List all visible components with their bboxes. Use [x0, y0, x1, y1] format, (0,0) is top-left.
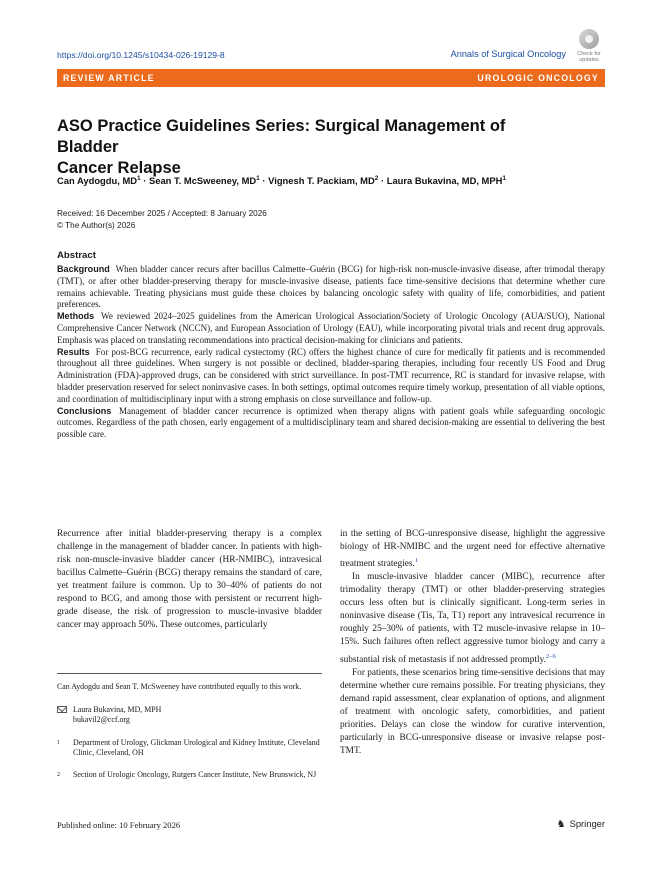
abstract-background	[57, 264, 605, 311]
body-column-left	[57, 528, 322, 632]
author-affiliation-sup: 1	[502, 175, 507, 182]
publisher-name: Springer	[569, 818, 605, 829]
check-updates-icon	[579, 29, 599, 49]
footnotes	[57, 682, 322, 781]
paragraph-text: In muscle-invasive bladder cancer (MIBC), recurrence after trimodality therapy (TMT) or other bladder-preserving strategies occurs less often but is clinically significant. Long-term series in noninvasive disease (Tis, Ta, T1) report any intravesical recurrence in roughly 25–30% of patients, with T2 muscle-invasive relapse in 10–15%. Such failures often reflect aggressive tumor biology and carry a substantial risk of metastasis if not addressed promptly.	[340, 572, 605, 665]
body-paragraph	[340, 571, 605, 666]
author-affiliation-sup: 1	[137, 175, 141, 182]
author-separator: ·	[259, 175, 269, 187]
abstract-section-text: We reviewed 2024–2025 guidelines from the American Urological Association/Society of Urologic Oncology (AUA/SUO), National Comprehensive Cancer Network (NCCN), and European Association of Urology (EAU), while incorporating pivotal trials and recent drug approvals. Emphasis was placed on translating recommendations into practical decision-making for clinicians and patients.	[57, 311, 605, 345]
article-title	[57, 116, 537, 179]
affiliation-1	[57, 738, 322, 759]
check-updates-line1: Check for	[577, 51, 601, 57]
article-history	[57, 208, 267, 231]
published-online-date: Published online: 10 February 2026	[57, 820, 181, 830]
body-column-right	[340, 528, 605, 758]
reference-citation[interactable]: 2–6	[545, 652, 556, 660]
affiliation-text: Department of Urology, Glickman Urological and Kidney Institute, Cleveland Clinic, Cleveland, OH	[73, 737, 320, 758]
abstract-section-text: When bladder cancer recurs after bacillus Calmette–Guérin (BCG) for high-risk non-muscle-invasive disease, after trimodal therapy (TMT), or after other bladder-preserving therapy for muscle-invasive disease, patients face time-sensitive decisions that determine whether cure remains achievable. Treating physicians must guide these choices by balancing oncologic safety with quality of life, comorbidities, and patient preferences.	[57, 264, 605, 310]
author-affiliation-sup: 1	[256, 175, 260, 182]
corresponding-author	[57, 705, 322, 726]
received-accepted-dates: Received: 16 December 2025 / Accepted: 8 January 2026	[57, 209, 267, 218]
journal-link[interactable]: Annals of Surgical Oncology	[450, 49, 566, 59]
abstract-body	[57, 264, 605, 441]
title-line-1: ASO Practice Guidelines Series: Surgical Management of Bladder	[57, 117, 506, 156]
copyright-line: © The Author(s) 2026	[57, 220, 136, 230]
abstract-section-text: For post-BCG recurrence, early radical cystectomy (RC) offers the highest chance of cure for medically fit patients and is recommended throughout all three guidelines. When surgery is not possible or declined, bladder-sparing therapies, including four recently US Food and Drug Administration (FDA)-approved drugs, can be considered with strict surveillance. In post-TMT recurrence, RC is standard for invasive relapse, with bladder preservation reserved for select noninvasive cases. In both settings, optimal outcomes require timely workup, presentation of all viable options, and coordination of multidisciplinary input with a strong emphasis on close surveillance and follow-up.	[57, 346, 605, 404]
abstract-conclusions	[57, 406, 605, 441]
mail-icon	[57, 706, 67, 713]
affiliation-2	[57, 770, 322, 781]
publisher-logo	[557, 818, 605, 830]
check-for-updates-badge[interactable]	[572, 29, 606, 65]
springer-horse-icon: ♞	[556, 819, 566, 830]
corresponding-author-email[interactable]: bukavil2@ccf.org	[73, 715, 130, 725]
abstract-section-label: Methods	[57, 311, 95, 322]
abstract-section-label: Background	[57, 264, 110, 274]
paragraph-text: in the setting of BCG-unresponsive disease, highlight the aggressive biology of HR-NMIBC and the urgent need for effective alternative treatment strategies.	[340, 529, 605, 570]
body-paragraph: For patients, these scenarios bring time-sensitive decisions that may determine whether cure remains possible. For treating physicians, they demand rapid assessment, clear explanation of options, and alignment of treatment with oncologic safety, comorbidities, and patient priorities. Delays can close the window for curative intervention, particularly in BCG-unresponsive disease or invasive relapse post-TMT.	[340, 667, 605, 756]
author-name[interactable]: Vignesh T. Packiam, MD	[268, 175, 375, 187]
abstract-results	[57, 347, 605, 406]
affiliation-number: 2	[57, 771, 60, 778]
banner-section: UROLOGIC ONCOLOGY	[477, 73, 599, 83]
banner-article-type: REVIEW ARTICLE	[63, 73, 155, 83]
corresponding-author-name: Laura Bukavina, MD, MPH	[73, 704, 162, 714]
author-separator: ·	[378, 175, 387, 187]
doi-link[interactable]: https://doi.org/10.1245/s10434-026-19129-8	[57, 50, 225, 60]
author-name[interactable]: Sean T. McSweeney, MD	[149, 175, 257, 187]
article-type-banner	[57, 69, 605, 87]
author-affiliation-sup: 2	[374, 175, 379, 182]
affiliation-number: 1	[57, 739, 60, 746]
check-updates-line2: updates	[579, 57, 599, 63]
author-list	[57, 175, 605, 186]
abstract-methods	[57, 311, 605, 346]
author-name[interactable]: Laura Bukavina, MD, MPH	[386, 175, 503, 187]
abstract-heading: Abstract	[57, 250, 96, 261]
abstract-section-label: Results	[57, 346, 90, 357]
author-name[interactable]: Can Aydogdu, MD	[57, 175, 138, 187]
author-separator: ·	[140, 175, 149, 187]
footnote-divider	[57, 673, 322, 674]
body-paragraph	[340, 528, 605, 571]
title-line-2: Cancer Relapse	[57, 159, 181, 177]
abstract-section-label: Conclusions	[57, 405, 112, 416]
reference-citation[interactable]: 1	[414, 557, 419, 565]
affiliation-text: Section of Urologic Oncology, Rutgers Cancer Institute, New Brunswick, NJ	[73, 769, 317, 779]
equal-contribution-note: Can Aydogdu and Sean T. McSweeney have contributed equally to this work.	[57, 682, 302, 691]
abstract-section-text: Management of bladder cancer recurrence is optimized when therapy aligns with patient goals while safeguarding oncologic outcomes. Regardless of the path chosen, early engagement of a multidisciplinary team and shared decision-making are essential to delivering the best possible care.	[57, 405, 605, 440]
body-paragraph: Recurrence after initial bladder-preserving therapy is a complex challenge in the management of bladder cancer. In patients with high-risk non-muscle-invasive bladder cancer (HR-NMIBC), intravesical bacillus Calmette–Guérin (BCG) therapy remains the standard of care, yet treatment failure is common. Up to 30–40% of patients do not respond to BCG, and among those with persistent or recurrent high-grade disease, the risk of progression to muscle-invasive bladder cancer may approach 50%. These outcomes, particularly	[57, 529, 322, 631]
